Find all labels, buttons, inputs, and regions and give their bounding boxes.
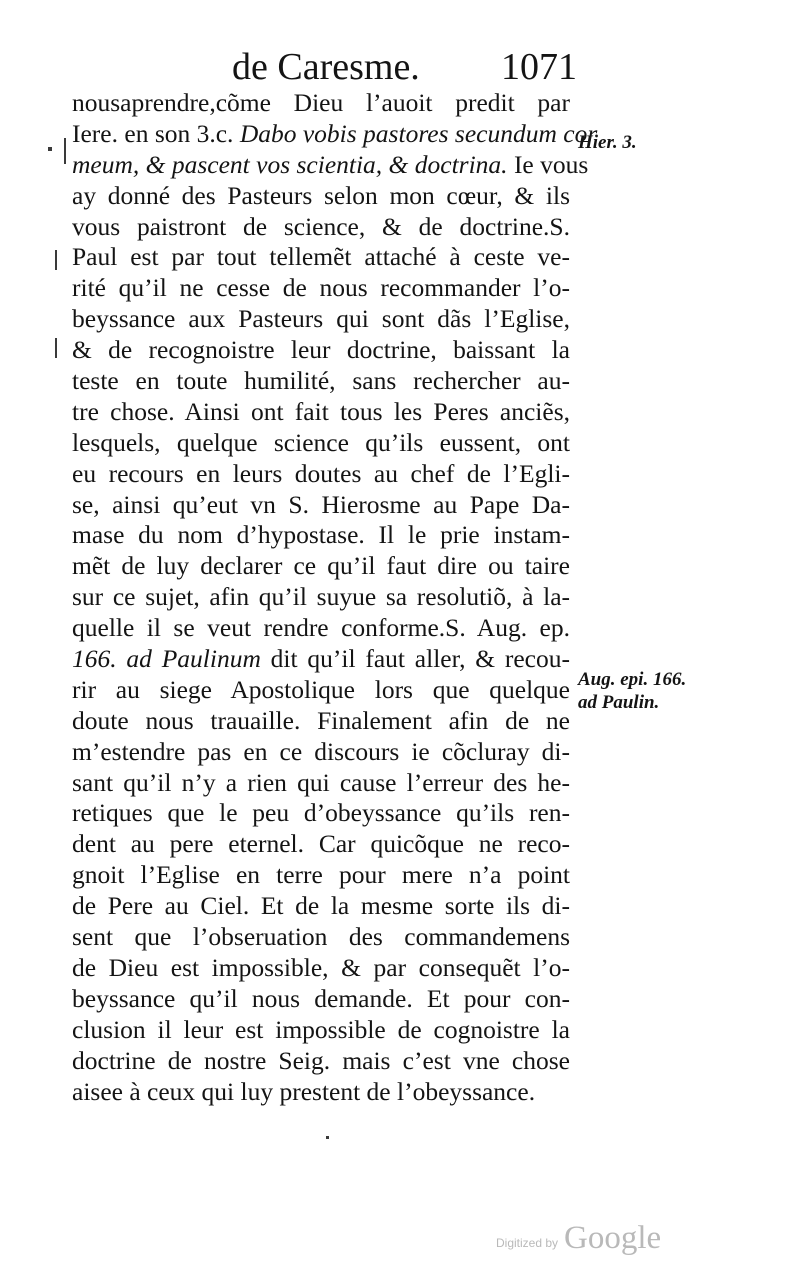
digitized-by-label: Digitized by [496, 1236, 559, 1250]
text-line: mẽt de luy declarer ce qu’il faut dire ou taire [72, 551, 570, 581]
text-line: ay donné des Pasteurs selon mon cœur, & ils [72, 180, 570, 210]
text-line: quelle il se veut rendre conforme.S. Aug. ep. [72, 613, 570, 643]
text-line: tre chose. Ainsi ont fait tous les Peres anciẽs, [72, 396, 570, 426]
text-line: eu recours en leurs doutes au chef de l’Egli- [72, 458, 570, 488]
text-line: sur ce sujet, afin qu’il suyue sa resolutiõ, à la- [72, 582, 570, 612]
text-line: sent que l’obseruation des commandemens [72, 922, 570, 952]
google-logo: Google [564, 1220, 662, 1256]
text-line: retiques que le peu d’obeyssance qu’ils ren- [72, 798, 570, 828]
digitization-watermark [496, 1216, 661, 1256]
body-text [72, 88, 598, 1107]
text-line: lesquels, quelque science qu’ils eussent, ont [72, 427, 570, 457]
text-line: doctrine de nostre Seig. mais c’est vne chose [72, 1045, 570, 1075]
text-line: & de recognoistre leur doctrine, baissant la [72, 335, 570, 365]
speck-mark [55, 250, 57, 270]
text-line: dent au pere eternel. Car quicõque ne reco- [72, 829, 570, 859]
page-number: 1071 [501, 46, 577, 88]
text-line: Iere. en son 3.c. Dabo vobis pastores secundum cor [72, 118, 598, 148]
text-line: nousaprendre,cõme Dieu l’auoit predit par [72, 88, 570, 117]
text-line: 166. ad Paulinum dit qu’il faut aller, & recou- [72, 644, 570, 674]
text-line: vous paistront de science, & de doctrine.S. [72, 211, 570, 241]
text-line: beyssance qu’il nous demande. Et pour con- [72, 983, 570, 1013]
text-line: Paul est par tout tellemẽt attaché à ceste ve- [72, 242, 570, 272]
running-title: de Caresme. [232, 46, 420, 88]
running-head [232, 42, 577, 92]
text-line: rité qu’il ne cesse de nous recommander l’o- [72, 273, 570, 303]
text-line: de Pere au Ciel. Et de la mesme sorte ils di- [72, 891, 570, 921]
speck-mark [64, 138, 66, 164]
marginal-note: Aug. epi. 166. ad Paulin. [578, 669, 687, 713]
text-line: de Dieu est impossible, & par consequẽt l’o- [72, 952, 570, 982]
text-line: se, ainsi qu’eut vn S. Hierosme au Pape Da- [72, 489, 570, 519]
text-line: rir au siege Apostolique lors que quelque [72, 674, 570, 704]
text-line: clusion il leur est impossible de cognoistre la [72, 1014, 570, 1044]
text-line: aisee à ceux qui luy prestent de l’obeyssance. [72, 1076, 536, 1106]
text-line: teste en toute humilité, sans rechercher au- [72, 366, 570, 396]
speck-mark [48, 147, 52, 151]
text-line: meum, & pascent vos scientia, & doctrina. Ie vous [72, 149, 589, 179]
text-line: m’estendre pas en ce discours ie cõcluray di- [72, 736, 570, 766]
text-line: gnoit l’Eglise en terre pour mere n’a point [72, 860, 570, 890]
text-line: mase du nom d’hypostase. Il le prie instam- [72, 520, 570, 550]
text-line: doute nous trauaille. Finalement afin de ne [72, 705, 570, 735]
speck-mark [55, 338, 57, 358]
text-line: sant qu’il n’y a rien qui cause l’erreur des he- [72, 767, 570, 797]
marginal-note: Hier. 3. [578, 132, 637, 153]
speck-mark [326, 1136, 329, 1139]
text-line: beyssance aux Pasteurs qui sont dãs l’Eglise, [72, 304, 570, 334]
